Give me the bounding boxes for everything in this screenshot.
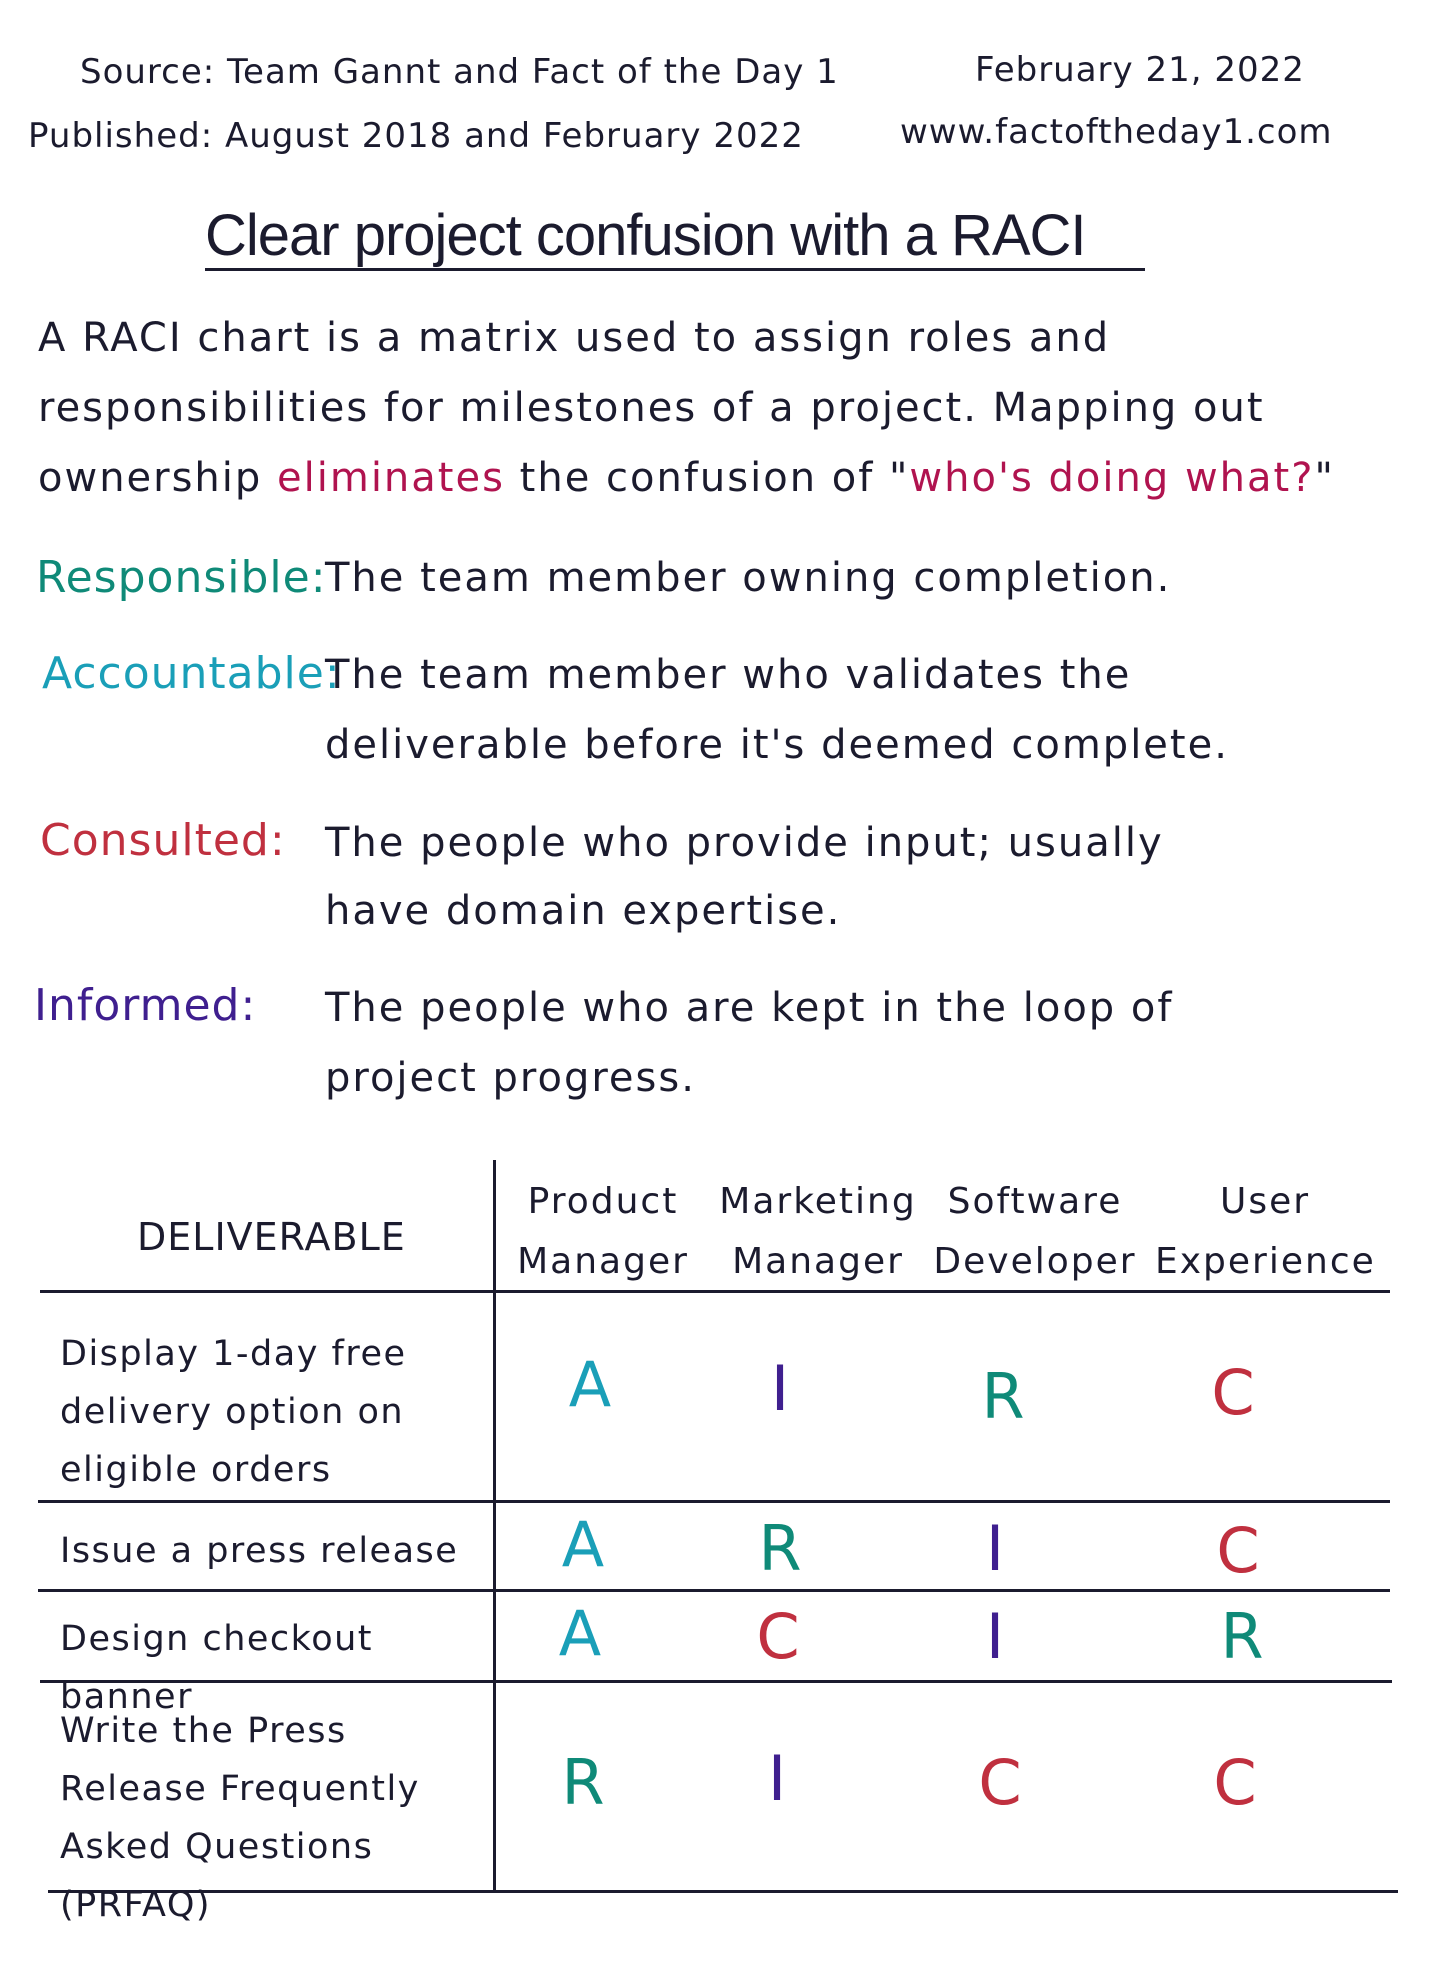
page-title: Clear project confusion with a RACI: [205, 203, 1086, 268]
intro-line-1: A RACI chart is a matrix used to assign roles and: [38, 315, 1111, 361]
term-consulted: Consulted:: [40, 815, 286, 866]
published-line: Published: August 2018 and February 2022: [28, 116, 804, 156]
term-informed: Informed:: [34, 980, 257, 1031]
def-informed-2: project progress.: [325, 1055, 696, 1101]
term-responsible: Responsible:: [36, 552, 327, 603]
row-label: Design checkout banner: [60, 1619, 374, 1717]
def-consulted-1: The people who provide input; usually: [325, 820, 1164, 866]
intro-line-2: responsibilities for milestones of a project. Mapping out: [38, 385, 1265, 431]
title-underline: [205, 268, 1145, 271]
raci-cell: I: [767, 1742, 787, 1815]
raci-cell: C: [1216, 1514, 1260, 1587]
column-header-user-experience: User Experience: [1155, 1181, 1376, 1282]
raci-cell: A: [568, 1348, 612, 1421]
raci-cell: C: [1211, 1356, 1255, 1429]
table-row-rule: [38, 1589, 1390, 1592]
raci-cell: I: [985, 1512, 1005, 1585]
row-label: Display 1-day free delivery option on eligible orders: [60, 1334, 407, 1490]
highlight-eliminates: eliminates: [277, 455, 505, 501]
intro-text: ": [1314, 455, 1335, 501]
def-responsible: The team member owning completion.: [325, 555, 1172, 601]
intro-text: ownership: [38, 455, 278, 501]
intro-line-3: [38, 455, 1335, 501]
def-accountable-2: deliverable before it's deemed complete.: [325, 722, 1229, 768]
raci-cell: R: [981, 1360, 1025, 1433]
highlight-whos-doing-what: who's doing what?: [909, 455, 1315, 501]
column-header-marketing-manager: Marketing Manager: [719, 1181, 917, 1282]
date: February 21, 2022: [975, 50, 1305, 90]
column-header-product-manager: Product Manager: [517, 1181, 689, 1282]
row-label: Issue a press release: [60, 1531, 459, 1571]
term-accountable: Accountable:: [42, 648, 341, 699]
def-consulted-2: have domain expertise.: [325, 888, 842, 934]
raci-cell: A: [561, 1508, 605, 1581]
intro-text: the confusion of ": [504, 455, 910, 501]
raci-cell: I: [985, 1600, 1005, 1673]
raci-cell: C: [1213, 1746, 1257, 1819]
def-informed-1: The people who are kept in the loop of: [325, 985, 1174, 1031]
deliverable-header: DELIVERABLE: [137, 1215, 406, 1259]
def-accountable-1: The team member who validates the: [325, 652, 1132, 698]
raci-cell: C: [978, 1746, 1022, 1819]
raci-cell: I: [770, 1352, 790, 1425]
row-label: Write the Press Release Frequently Asked Questions (PRFAQ): [60, 1711, 420, 1925]
raci-cell: C: [756, 1600, 800, 1673]
raci-cell: A: [558, 1597, 602, 1670]
raci-cell: R: [1220, 1600, 1264, 1673]
source-line: Source: Team Gannt and Fact of the Day 1: [80, 52, 839, 92]
raci-cell: R: [561, 1746, 605, 1819]
column-header-software-developer: Software Developer: [933, 1181, 1137, 1282]
raci-cell: R: [758, 1512, 802, 1585]
table-row-rule: [38, 1500, 1390, 1503]
website: www.factoftheday1.com: [900, 112, 1333, 152]
